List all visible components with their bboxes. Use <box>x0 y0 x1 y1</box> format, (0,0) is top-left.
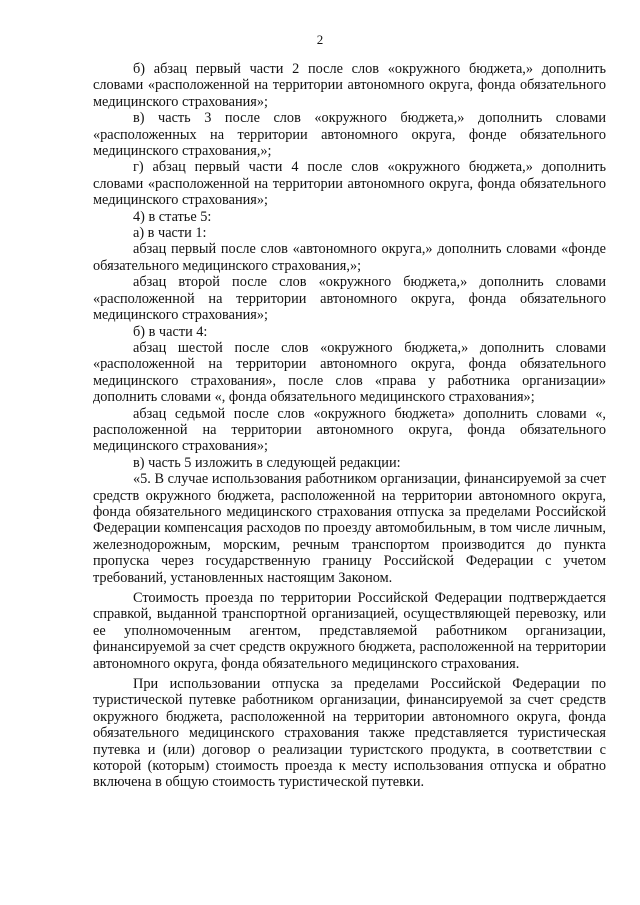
document-body <box>93 61 606 791</box>
paragraph: абзац седьмой после слов «окружного бюджета» дополнить словами «, расположенной на территории автономного округа, фонда обязательного медицинского страхования»; <box>93 405 606 455</box>
paragraph: б) в части 4: <box>133 323 208 340</box>
paragraph: в) часть 5 изложить в следующей редакции: <box>133 454 401 471</box>
paragraph: При использовании отпуска за пределами Российской Федерации по туристической путевке работником организации, финансируемой за счет средств окружного бюджета, расположенной на территории автономного округа, фонда обязательного медицинского страхования также представляется туристическая путевка и (или) договор о реализации туристского продукта, в соответствии с которой (которым) стоимость проезда к месту использования отпуска и обратно включена в общую стоимость туристической путевки. <box>93 676 606 791</box>
paragraph: «5. В случае использования работником организации, финансируемой за счет средств окружного бюджета, расположенной на территории автономного округа, фонда обязательного медицинского страхования отпуска за пределами Российской Федерации компенсация расходов по проезду автомобильным, в том числе личным, железнодорожным, морским, речным транспортом производится до пункта пропуска через государственную границу Российской Федерации с учетом требований, установленных настоящим Законом. <box>93 471 606 586</box>
paragraph: в) часть 3 после слов «окружного бюджета,» дополнить словами «расположенных на территории автономного округа, фонде обязательного медицинского страхования,»; <box>93 110 606 160</box>
page-number: 2 <box>316 32 324 47</box>
paragraph: абзац шестой после слов «окружного бюджета,» дополнить словами «расположенной на территории автономного округа, фонда обязательного медицинского страхования», после слов «права у работника организации» дополнить словами «, фонда обязательного медицинского страхования»; <box>93 339 606 406</box>
paragraph: абзац второй после слов «окружного бюджета,» дополнить словами «расположенной на территории автономного округа, фонда обязательного медицинского страхования»; <box>93 274 606 324</box>
paragraph: 4) в статье 5: <box>133 208 212 225</box>
paragraph: Стоимость проезда по территории Российской Федерации подтверждается справкой, выданной транспортной организацией, осуществляющей перевозку, или ее уполномоченным агентом, представляемой работником организации, финансируемой за счет средств окружного бюджета, расположенной на территории автономного округа, фонда обязательного медицинского страхования. <box>93 590 606 672</box>
paragraph: б) абзац первый части 2 после слов «окружного бюджета,» дополнить словами «расположенной на территории автономного округа, фонда обязательного медицинского страхования»; <box>93 61 606 110</box>
paragraph: г) абзац первый части 4 после слов «окружного бюджета,» дополнить словами «расположенной на территории автономного округа, фонда обязательного медицинского страхования»; <box>93 159 606 209</box>
paragraph: а) в части 1: <box>133 225 207 242</box>
paragraph: абзац первый после слов «автономного округа,» дополнить словами «фонде обязательного медицинского страхования,»; <box>93 241 606 274</box>
